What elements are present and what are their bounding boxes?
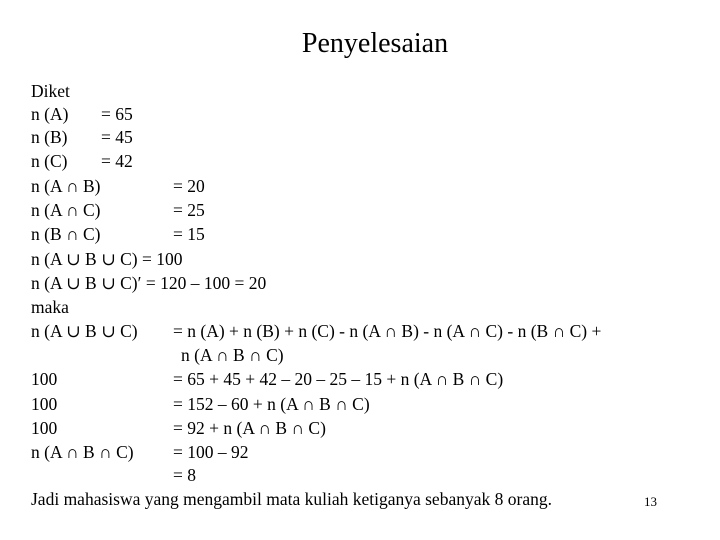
text-line: n (A ∩ B) [31,176,101,196]
text-line: 100 [31,369,58,389]
text-line-value: = 25 [173,200,205,220]
text-line: n (A ∩ B ∩ C) [31,442,134,462]
slide-title: Penyelesaian [301,28,449,59]
text-line-value: = 65 [101,104,133,124]
text-line-value: = 20 [173,176,205,196]
text-line: n (A ∪ B ∪ C) [31,321,138,341]
text-line-value: = 100 – 92 [173,442,249,462]
text-line: n (B) [31,127,68,147]
text-line: n (C) [31,151,68,171]
text-line: n (A ∩ C) [31,200,101,220]
text-line: 100 [31,418,58,438]
text-line-value: = n (A) + n (B) + n (C) - n (A ∩ B) - n (A ∩ C) - n (B ∩ C) + [173,321,602,341]
text-line-value: = 15 [173,224,205,244]
text-line-value: = 8 [173,465,196,485]
text-line: Diket [31,81,70,101]
text-line: n (A ∪ B ∪ C) = 100 [31,249,183,269]
text-line-value: = 92 + n (A ∩ B ∩ C) [173,418,326,438]
text-line-value: = 45 [101,127,133,147]
text-line: n (A) [31,104,69,124]
page-number: 13 [644,494,657,509]
text-line: maka [31,297,69,317]
text-line-value: = 152 – 60 + n (A ∩ B ∩ C) [173,394,370,414]
text-line: n (A ∪ B ∪ C)′ = 120 – 100 = 20 [31,273,267,293]
text-line: n (B ∩ C) [31,224,101,244]
text-line-value: = 42 [101,151,133,171]
text-line-value: n (A ∩ B ∩ C) [181,345,284,365]
conclusion-text: Jadi mahasiswa yang mengambil mata kuliah ketiganya sebanyak 8 orang. [31,489,552,509]
text-line-value: = 65 + 45 + 42 – 20 – 25 – 15 + n (A ∩ B ∩ C) [173,369,504,389]
text-line: 100 [31,394,58,414]
